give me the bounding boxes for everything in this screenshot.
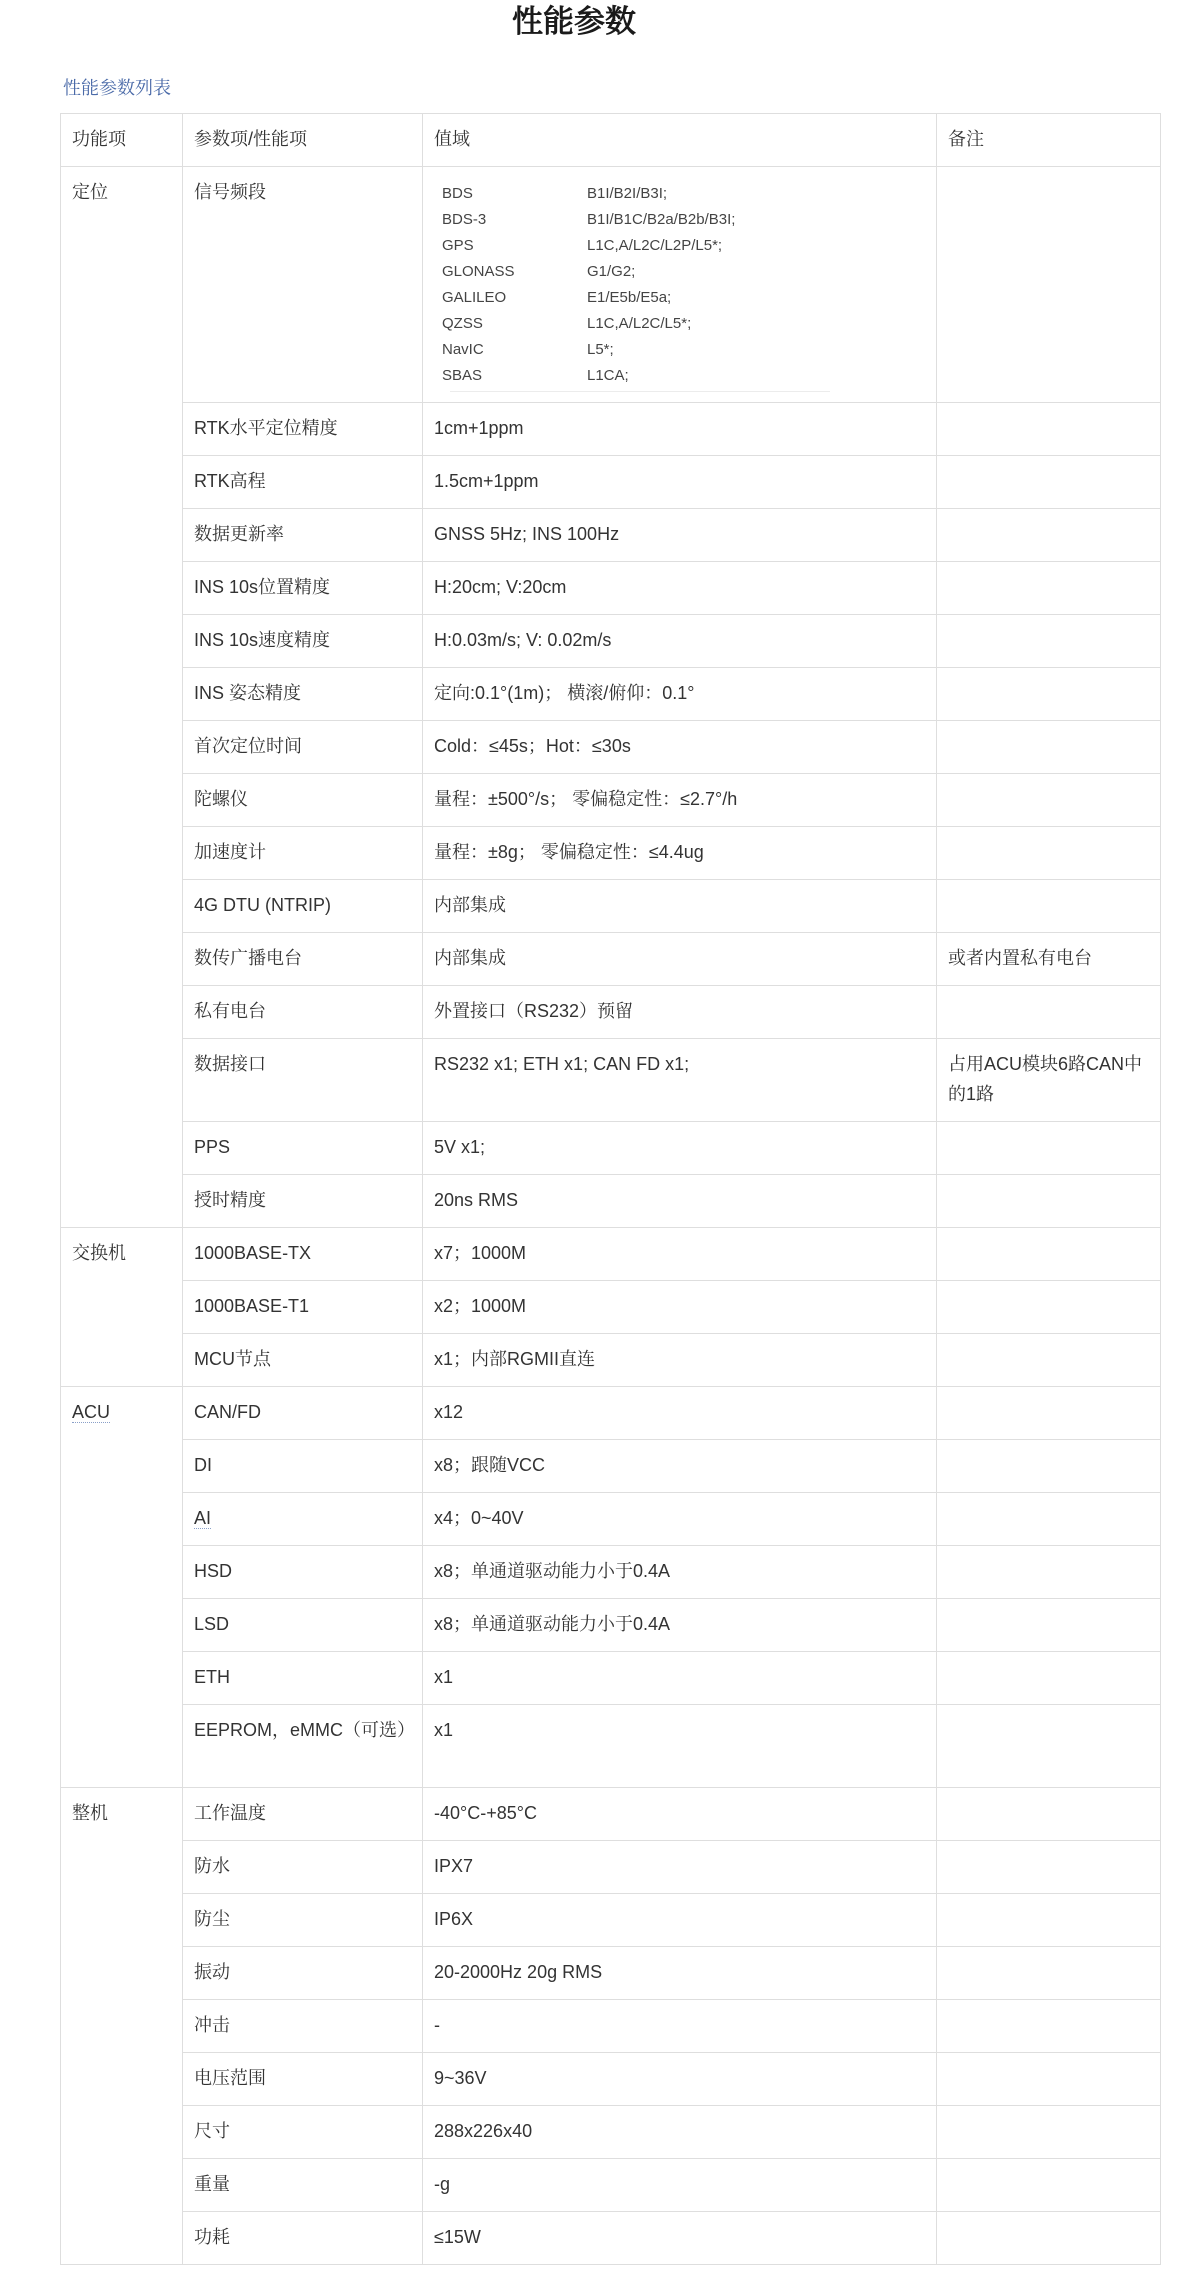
param-cell: 授时精度 [183, 1175, 423, 1228]
value-cell: 内部集成 [423, 880, 937, 933]
value-cell: H:0.03m/s; V: 0.02m/s [423, 615, 937, 668]
value-cell: 定向:0.1°(1m)； 横滚/俯仰：0.1° [423, 668, 937, 721]
param-cell: EEPROM，eMMC（可选） [183, 1705, 423, 1788]
band-row [442, 363, 926, 389]
value-cell: RS232 x1; ETH x1; CAN FD x1; [423, 1039, 937, 1122]
note-cell [937, 880, 1161, 933]
value-cell: x7；1000M [423, 1228, 937, 1281]
note-cell [937, 1652, 1161, 1705]
table-row [61, 1788, 1161, 1841]
param-cell: MCU节点 [183, 1334, 423, 1387]
param-cell: INS 姿态精度 [183, 668, 423, 721]
note-cell [937, 1175, 1161, 1228]
param-cell: 首次定位时间 [183, 721, 423, 774]
note-cell [937, 1841, 1161, 1894]
value-cell: x4；0~40V [423, 1493, 937, 1546]
table-row [61, 1281, 1161, 1334]
table-row [61, 721, 1161, 774]
param-label: AI [194, 1508, 212, 1528]
band-name: GLONASS [442, 263, 515, 280]
param-cell: 加速度计 [183, 827, 423, 880]
table-header-row [61, 114, 1161, 167]
note-cell [937, 1788, 1161, 1841]
band-value: B1I/B1C/B2a/B2b/B3I; [587, 211, 736, 228]
group-machine: 整机 [61, 1788, 183, 2265]
value-cell: H:20cm; V:20cm [423, 562, 937, 615]
header-value: 值域 [423, 114, 937, 167]
table-row [61, 1228, 1161, 1281]
param-cell: PPS [183, 1122, 423, 1175]
value-cell: ≤15W [423, 2212, 937, 2265]
note-cell [937, 1387, 1161, 1440]
band-row [442, 233, 926, 259]
table-row [61, 2053, 1161, 2106]
note-cell: 或者内置私有电台 [937, 933, 1161, 986]
table-row [61, 562, 1161, 615]
param-cell: CAN/FD [183, 1387, 423, 1440]
note-cell [937, 1281, 1161, 1334]
table-row [61, 2106, 1161, 2159]
note-cell [937, 1228, 1161, 1281]
value-cell: 20ns RMS [423, 1175, 937, 1228]
value-cell: Cold：≤45s；Hot：≤30s [423, 721, 937, 774]
note-cell [937, 1894, 1161, 1947]
param-cell: 1000BASE-TX [183, 1228, 423, 1281]
note-cell [937, 1493, 1161, 1546]
param-cell: LSD [183, 1599, 423, 1652]
value-cell: IPX7 [423, 1841, 937, 1894]
note-cell [937, 1705, 1161, 1788]
note-cell [937, 1122, 1161, 1175]
band-value: L5*; [587, 341, 614, 358]
band-name: BDS-3 [442, 211, 487, 228]
table-row [61, 1599, 1161, 1652]
note-cell [937, 1546, 1161, 1599]
param-cell: 振动 [183, 1947, 423, 2000]
group-positioning: 定位 [61, 167, 183, 1228]
table-row [61, 1493, 1161, 1546]
band-row [442, 181, 926, 207]
band-value: B1I/B2I/B3I; [587, 185, 668, 202]
table-row [61, 774, 1161, 827]
value-cell: 量程：±500°/s； 零偏稳定性：≤2.7°/h [423, 774, 937, 827]
header-param: 参数项/性能项 [183, 114, 423, 167]
note-cell [937, 2159, 1161, 2212]
value-cell: - [423, 2000, 937, 2053]
band-name: QZSS [442, 315, 483, 332]
note-cell [937, 986, 1161, 1039]
band-row [442, 259, 926, 285]
value-cell: 288x226x40 [423, 2106, 937, 2159]
band-name: BDS [442, 185, 473, 202]
param-cell: ETH [183, 1652, 423, 1705]
table-row [61, 1387, 1161, 1440]
value-cell: 量程：±8g； 零偏稳定性：≤4.4ug [423, 827, 937, 880]
table-row [61, 1440, 1161, 1493]
note-cell [937, 456, 1161, 509]
note-cell [937, 562, 1161, 615]
table-row [61, 2212, 1161, 2265]
note-cell [937, 403, 1161, 456]
param-cell: 数传广播电台 [183, 933, 423, 986]
value-cell: x12 [423, 1387, 937, 1440]
table-caption: 性能参数列表 [63, 78, 171, 98]
table-row [61, 1894, 1161, 1947]
note-cell [937, 827, 1161, 880]
table-row [61, 403, 1161, 456]
param-cell: 重量 [183, 2159, 423, 2212]
value-cell: IP6X [423, 1894, 937, 1947]
value-cell: -g [423, 2159, 937, 2212]
value-cell: 外置接口（RS232）预留 [423, 986, 937, 1039]
param-cell: 防水 [183, 1841, 423, 1894]
note-cell [937, 1599, 1161, 1652]
table-row [61, 1175, 1161, 1228]
page-title: 性能参数 [512, 4, 636, 39]
param-cell: 数据接口 [183, 1039, 423, 1122]
header-note: 备注 [937, 114, 1161, 167]
value-cell: x1 [423, 1652, 937, 1705]
table-row [61, 2159, 1161, 2212]
value-cell: 5V x1; [423, 1122, 937, 1175]
param-cell: RTK水平定位精度 [183, 403, 423, 456]
note-cell [937, 2212, 1161, 2265]
band-value: L1C,A/L2C/L5*; [587, 315, 692, 332]
table-row [61, 1947, 1161, 2000]
table-row [61, 1334, 1161, 1387]
note-cell [937, 668, 1161, 721]
band-name: GALILEO [442, 289, 507, 306]
table-row [61, 880, 1161, 933]
band-row [442, 207, 926, 233]
param-cell: RTK高程 [183, 456, 423, 509]
value-cell: 1.5cm+1ppm [423, 456, 937, 509]
group-switch: 交换机 [61, 1228, 183, 1387]
table-row [61, 1841, 1161, 1894]
note-cell [937, 774, 1161, 827]
table-row [61, 509, 1161, 562]
note-cell [937, 615, 1161, 668]
band-name: NavIC [442, 341, 484, 358]
note-cell [937, 721, 1161, 774]
value-cell: 9~36V [423, 2053, 937, 2106]
param-cell: INS 10s速度精度 [183, 615, 423, 668]
table-row [61, 1122, 1161, 1175]
value-cell: GNSS 5Hz; INS 100Hz [423, 509, 937, 562]
note-cell: 占用ACU模块6路CAN中的1路 [937, 1039, 1161, 1122]
note-cell [937, 2053, 1161, 2106]
note-cell [937, 2106, 1161, 2159]
param-cell: 功耗 [183, 2212, 423, 2265]
table-row [61, 2000, 1161, 2053]
value-cell [423, 167, 937, 403]
band-list [434, 177, 926, 392]
table-row [61, 456, 1161, 509]
param-cell: 电压范围 [183, 2053, 423, 2106]
param-cell: 工作温度 [183, 1788, 423, 1841]
param-cell: HSD [183, 1546, 423, 1599]
header-function: 功能项 [61, 114, 183, 167]
value-cell: -40°C-+85°C [423, 1788, 937, 1841]
value-cell: x8；跟随VCC [423, 1440, 937, 1493]
band-divider [450, 391, 830, 392]
param-cell: 私有电台 [183, 986, 423, 1039]
param-cell: DI [183, 1440, 423, 1493]
band-name: GPS [442, 237, 474, 254]
band-value: L1C,A/L2C/L2P/L5*; [587, 237, 723, 254]
param-cell: 4G DTU (NTRIP) [183, 880, 423, 933]
value-cell: x2；1000M [423, 1281, 937, 1334]
band-value: E1/E5b/E5a; [587, 289, 672, 306]
value-cell: 20-2000Hz 20g RMS [423, 1947, 937, 2000]
band-value: G1/G2; [587, 263, 636, 280]
table-row [61, 1546, 1161, 1599]
value-cell: x1；内部RGMII直连 [423, 1334, 937, 1387]
table-row [61, 1705, 1161, 1788]
band-value: L1CA; [587, 367, 629, 384]
band-row [442, 285, 926, 311]
group-acu-label: ACU [72, 1402, 111, 1422]
table-row [61, 986, 1161, 1039]
value-cell: 内部集成 [423, 933, 937, 986]
value-cell: x8；单通道驱动能力小于0.4A [423, 1546, 937, 1599]
value-cell: x8；单通道驱动能力小于0.4A [423, 1599, 937, 1652]
table-row [61, 827, 1161, 880]
param-cell: 1000BASE-T1 [183, 1281, 423, 1334]
table-row [61, 167, 1161, 403]
param-cell: 冲击 [183, 2000, 423, 2053]
note-cell [937, 1947, 1161, 2000]
note-cell [937, 1440, 1161, 1493]
param-cell: 尺寸 [183, 2106, 423, 2159]
table-row [61, 933, 1161, 986]
table-row [61, 1652, 1161, 1705]
band-row [442, 311, 926, 337]
param-cell: 信号频段 [183, 167, 423, 403]
param-cell [183, 1493, 423, 1546]
param-cell: INS 10s位置精度 [183, 562, 423, 615]
band-row [442, 337, 926, 363]
param-cell: 数据更新率 [183, 509, 423, 562]
table-row [61, 615, 1161, 668]
table-row [61, 668, 1161, 721]
group-acu [61, 1387, 183, 1788]
spec-table [60, 113, 1161, 2265]
param-cell: 陀螺仪 [183, 774, 423, 827]
note-cell [937, 509, 1161, 562]
note-cell [937, 2000, 1161, 2053]
value-cell: x1 [423, 1705, 937, 1788]
band-name: SBAS [442, 367, 483, 384]
param-cell: 防尘 [183, 1894, 423, 1947]
note-cell [937, 167, 1161, 403]
note-cell [937, 1334, 1161, 1387]
table-row [61, 1039, 1161, 1122]
value-cell: 1cm+1ppm [423, 403, 937, 456]
